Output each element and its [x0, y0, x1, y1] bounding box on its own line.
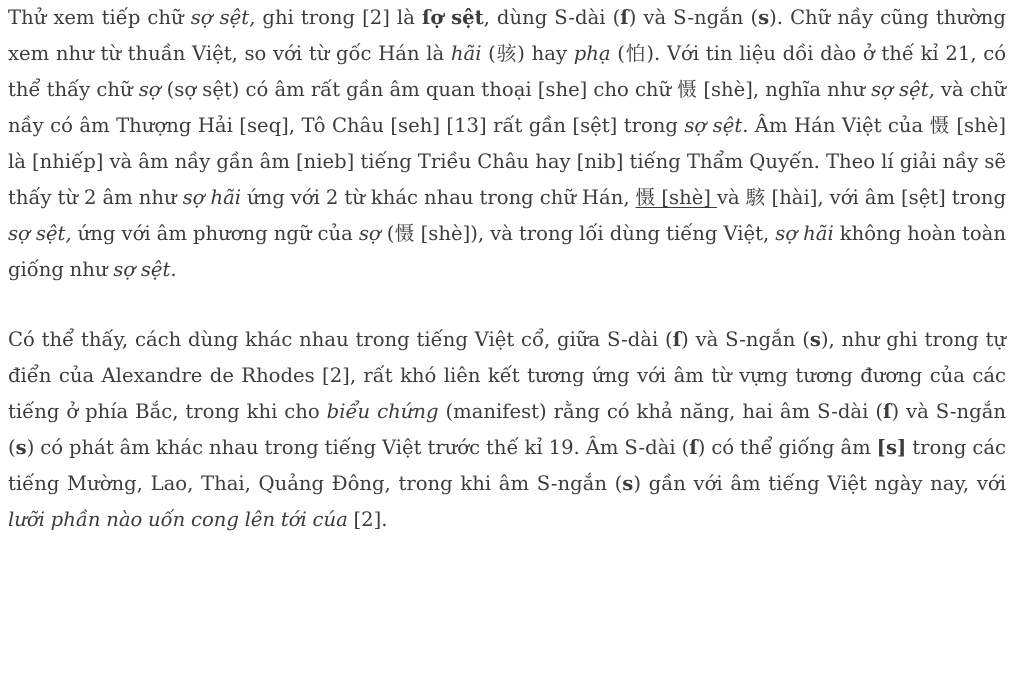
paragraph-1 — [8, 0, 1006, 288]
text-run: ứng với 2 từ khác nhau trong chữ Hán, — [241, 186, 636, 209]
text-run: ) và S-ngắn ( — [681, 328, 810, 351]
bold-term: ſ — [689, 436, 698, 459]
text-run: ) có thể giống âm — [697, 436, 877, 459]
article-body — [8, 0, 1006, 538]
bold-term: s — [758, 6, 770, 29]
text-run: ) có phát âm khác nhau trong tiếng Việt trước thế kỉ 19. Âm S-dài ( — [26, 436, 690, 459]
text-run: (骇) hay — [481, 42, 574, 65]
italic-term: biểu chứng — [326, 400, 439, 423]
italic-term: sợ sệt. — [684, 114, 749, 137]
underlined-term: 慑 [shè] — [635, 186, 717, 209]
italic-term: sợ hãi — [775, 222, 834, 245]
bold-term: s — [809, 328, 821, 351]
text-run: (sợ sệt) có âm rất gần âm quan thoại [she] cho chữ 慑 [shè], nghĩa như — [160, 78, 872, 101]
text-run: Thử xem tiếp chữ — [8, 6, 191, 29]
italic-term: sợ sệt, — [190, 6, 256, 29]
paragraph-2 — [8, 322, 1006, 538]
text-run: ). Chữ nầy cũng thường xem như từ thuần Việt, so với từ gốc Hán là — [8, 6, 1006, 65]
italic-term: lưỡi phần nào uốn cong lên tới cúa — [8, 508, 348, 531]
italic-term: sợ hãi — [182, 186, 242, 209]
text-run: Âm Hán Việt của 慑 [shè] là [nhiếp] và âm nầy gần âm [nieb] tiếng Triều Châu hay [nib] tiếng Thẩm Quyến. Theo lí giải nầy sẽ thấy từ 2 âm như — [8, 114, 1006, 209]
bold-term: s — [15, 436, 27, 459]
bold-term: ſ — [883, 400, 892, 423]
bold-term: [s] — [876, 436, 907, 459]
text-run: [2]. — [347, 508, 388, 531]
bold-term: ſ — [672, 328, 682, 351]
text-run: ) và S-ngắn ( — [8, 400, 1006, 459]
bold-term: ſ — [620, 6, 629, 29]
text-run: ), như ghi trong tự điển của Alexandre de Rhodes [2], rất khó liên kết tương ứng với âm từ vựng tương đương của các tiếng ở phía Bắc, trong khi cho — [8, 328, 1006, 423]
text-run: (manifest) rằng có khả năng, hai âm S-dài ( — [438, 400, 883, 423]
text-run: không hoàn toàn giống như — [8, 222, 1006, 281]
bold-term: ſợ sệt — [421, 6, 484, 29]
italic-term: sợ sệt, — [8, 222, 72, 245]
italic-term: sợ sệt. — [113, 258, 177, 281]
italic-term: sợ sệt, — [871, 78, 935, 101]
text-run: và 駭 [hài], với âm [sệt] trong — [716, 186, 1006, 209]
text-run: , dùng S-dài ( — [483, 6, 621, 29]
text-run: ứng với âm phương ngữ của — [71, 222, 359, 245]
text-run: ) gần với âm tiếng Việt ngày nay, với — [633, 472, 1006, 495]
italic-term: sợ — [138, 78, 161, 101]
text-run: (慑 [shè]), và trong lối dùng tiếng Việt, — [380, 222, 776, 245]
italic-term: sợ — [358, 222, 381, 245]
italic-term: hãi — [450, 42, 482, 65]
text-run: trong các tiếng Mường, Lao, Thai, Quảng Đông, trong khi âm S-ngắn ( — [8, 436, 1006, 495]
italic-term: phạ — [573, 42, 611, 65]
text-run: và chữ nầy có âm Thượng Hải [seq], Tô Châu [seh] [13] rất gần [sệt] trong — [8, 78, 1007, 137]
text-run: Có thể thấy, cách dùng khác nhau trong tiếng Việt cổ, giữa S-dài ( — [8, 328, 673, 351]
text-run: (怕). Với tin liệu dồi dào ở thế kỉ 21, có thể thấy chữ — [8, 42, 1006, 101]
text-run: ) và S-ngắn ( — [628, 6, 759, 29]
text-run: ghi trong [2] là — [255, 6, 422, 29]
bold-term: s — [622, 472, 634, 495]
